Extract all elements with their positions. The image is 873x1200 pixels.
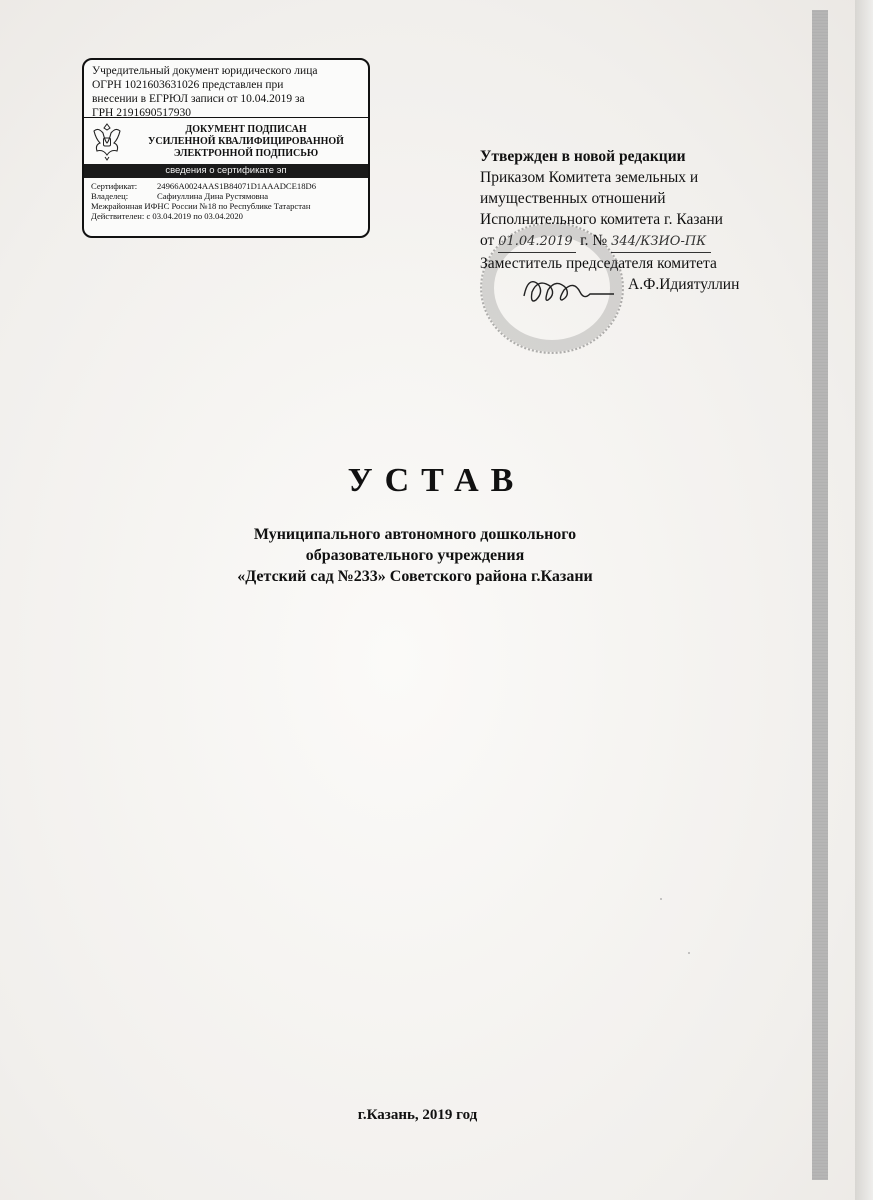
approval-line: Исполнительного комитета г. Казани	[480, 211, 723, 228]
esig-certificate-details	[84, 178, 368, 221]
order-date: 01.04.2019	[498, 231, 576, 253]
esig-certificate-row	[91, 181, 362, 191]
esig-owner-row	[91, 191, 362, 201]
electronic-signature-stamp	[82, 58, 370, 238]
document-footer: г.Казань, 2019 год	[357, 1107, 478, 1123]
esig-header-line: внесении в ЕГРЮЛ записи от 10.04.2019 за	[92, 93, 305, 105]
order-number-prefix: г. №	[580, 232, 608, 249]
approver-name: А.Ф.Идиятуллин	[628, 276, 740, 293]
valid-label: Действителен:	[91, 211, 145, 221]
esig-title-line: УСИЛЕННОЙ КВАЛИФИЦИРОВАННОЙ	[148, 136, 344, 147]
esig-signed-title	[128, 124, 364, 160]
subtitle-line: «Детский сад №233» Советского района г.Казани	[237, 568, 593, 585]
certificate-label: Сертификат:	[91, 181, 138, 191]
issuer-value: Межрайонная ИФНС России №18 по Республике Татарстан	[91, 201, 311, 211]
approval-line: имущественных отношений	[480, 190, 666, 207]
handwritten-signature	[518, 266, 618, 312]
esig-header-line: Учредительный документ юридического лица	[92, 65, 318, 77]
esig-title-block	[84, 118, 368, 164]
subtitle-line: образовательного учреждения	[305, 547, 525, 564]
valid-value: с 03.04.2019 по 03.04.2020	[146, 211, 243, 221]
approval-line: Приказом Комитета земельных и	[480, 169, 699, 186]
esig-title-line: ДОКУМЕНТ ПОДПИСАН	[185, 124, 307, 135]
order-number: 344/КЗИО-ПК	[611, 231, 711, 253]
certificate-value: 24966A0024AAS1B84071D1AAADCE18D6	[157, 181, 316, 191]
esig-valid-row	[91, 211, 362, 221]
document-title: УСТАВ	[347, 462, 526, 499]
order-from-prefix: от	[480, 232, 495, 249]
approval-order-line	[480, 230, 790, 253]
document-subtitle	[0, 524, 830, 587]
esig-issuer-row	[91, 201, 362, 211]
approval-heading: Утвержден в новой редакции	[480, 148, 686, 165]
approver-position: Заместитель председателя комитета	[480, 255, 717, 272]
esig-certificate-bar: сведения о сертификате эп	[84, 164, 368, 178]
scan-artifact-strip	[812, 10, 828, 1180]
owner-value: Сафиуллина Дина Рустямовна	[157, 191, 269, 201]
coat-of-arms-icon	[90, 121, 124, 161]
scan-speck	[688, 952, 690, 954]
esig-header-line: ОГРН 1021603631026 представлен при	[92, 79, 284, 91]
subtitle-line: Муниципального автономного дошкольного	[253, 526, 577, 543]
scan-edge	[855, 0, 873, 1200]
esig-registration-info	[84, 60, 368, 118]
esig-title-line: ЭЛЕКТРОННОЙ ПОДПИСЬЮ	[173, 148, 319, 159]
esig-header-line: ГРН 2191690517930	[92, 107, 191, 119]
owner-label: Владелец:	[91, 191, 129, 201]
scan-speck	[660, 898, 662, 900]
